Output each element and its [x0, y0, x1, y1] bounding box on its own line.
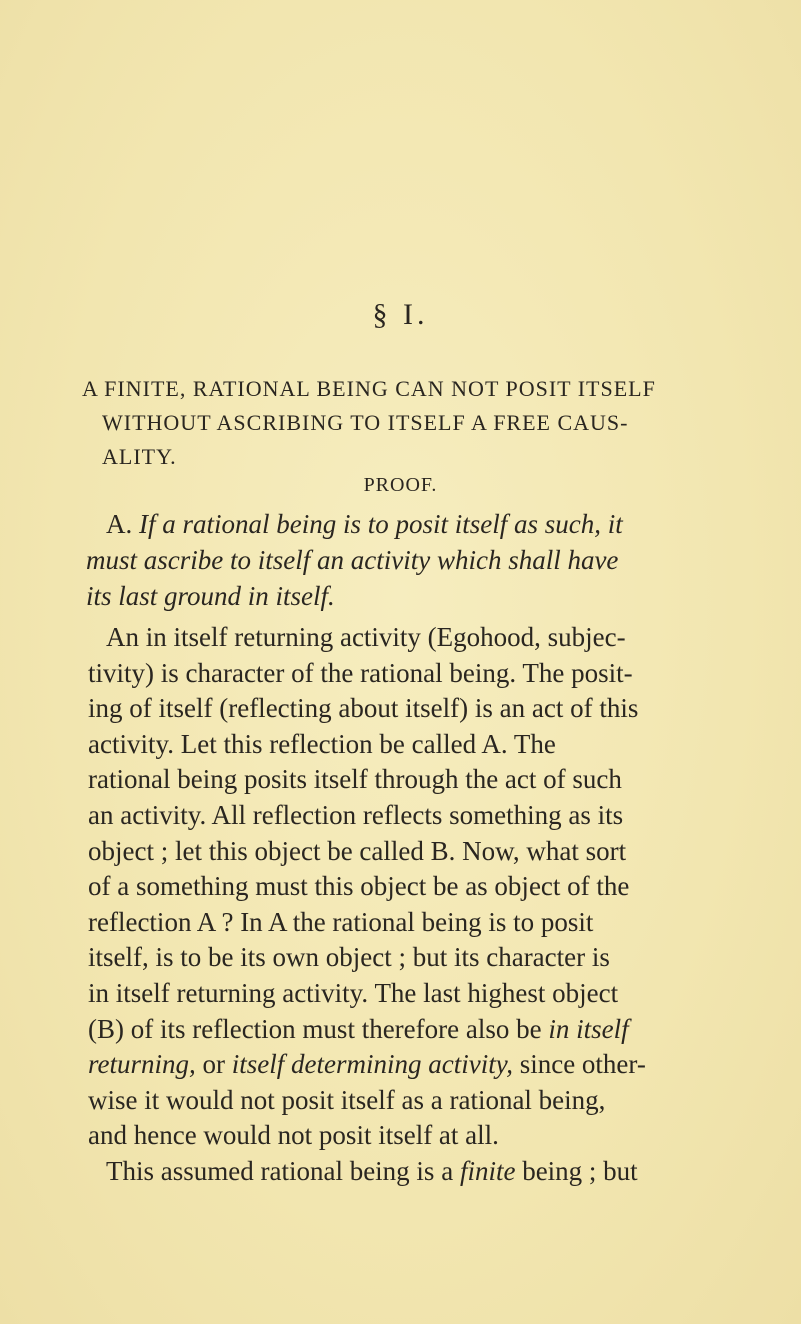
paragraph-line: tivity) is character of the rational being. The posit-: [88, 657, 633, 688]
paragraph-line: An in itself returning activity (Egohood, subjec-: [106, 622, 626, 652]
paragraph-emphasis: in itself: [548, 1013, 629, 1044]
section-heading: [82, 372, 656, 474]
paragraph-text: This assumed rational being is a: [106, 1155, 460, 1186]
paragraph-line: of a something must this object be as object of the: [88, 871, 630, 902]
paragraph-text: (B) of its reflection must therefore also be: [88, 1013, 549, 1044]
paragraph-emphasis: returning,: [88, 1049, 196, 1080]
paragraph-line: wise it would not posit itself as a rational being,: [88, 1084, 606, 1115]
proposition-text-1: If a rational being is to posit itself as such, it: [139, 509, 623, 539]
paragraph-line: activity. Let this reflection be called A. The: [88, 728, 556, 759]
paragraph-line: [88, 1012, 648, 1048]
proposition-label: A.: [106, 509, 133, 539]
proof-paragraph: [88, 620, 648, 1190]
paragraph-line: an activity. All reflection reflects something as its: [88, 799, 624, 830]
paragraph-line: [88, 1047, 648, 1083]
proposition-line-3: [86, 578, 646, 614]
proposition-line-2: [86, 542, 646, 578]
proposition-text-2: must ascribe to itself an activity which shall have: [86, 545, 619, 575]
section-number: § I.: [372, 298, 429, 331]
proposition-line-1: [86, 506, 646, 542]
paragraph-line: reflection A ? In A the rational being is to posit: [88, 906, 594, 937]
heading-line-3: ALITY.: [102, 444, 177, 469]
proposition-text-3: its last ground in itself.: [86, 581, 335, 611]
paragraph-line: object ; let this object be called B. Now, what sort: [88, 835, 627, 866]
paragraph-line: in itself returning activity. The last highest object: [88, 977, 619, 1008]
paragraph-text: or: [195, 1049, 232, 1080]
paragraph-emphasis: itself determining activity,: [231, 1049, 513, 1080]
paragraph-line: rational being posits itself through the act of such: [88, 764, 622, 795]
heading-line-2: WITHOUT ASCRIBING TO ITSELF A FREE CAUS-: [102, 410, 629, 435]
paragraph-text: since other-: [512, 1049, 646, 1080]
paragraph-line: and hence would not posit itself at all.: [88, 1120, 499, 1151]
proposition-a: [86, 506, 646, 614]
heading-line-1: A FINITE, RATIONAL BEING CAN NOT POSIT ITSELF: [82, 376, 656, 401]
paragraph-line: ing of itself (reflecting about itself) is an act of this: [88, 693, 639, 724]
paragraph-line: [88, 1154, 648, 1190]
paragraph-emphasis: finite: [459, 1155, 516, 1186]
paragraph-line: itself, is to be its own object ; but its character is: [88, 942, 610, 973]
proof-label: PROOF.: [363, 474, 438, 496]
paragraph-text: being ; but: [515, 1155, 638, 1186]
